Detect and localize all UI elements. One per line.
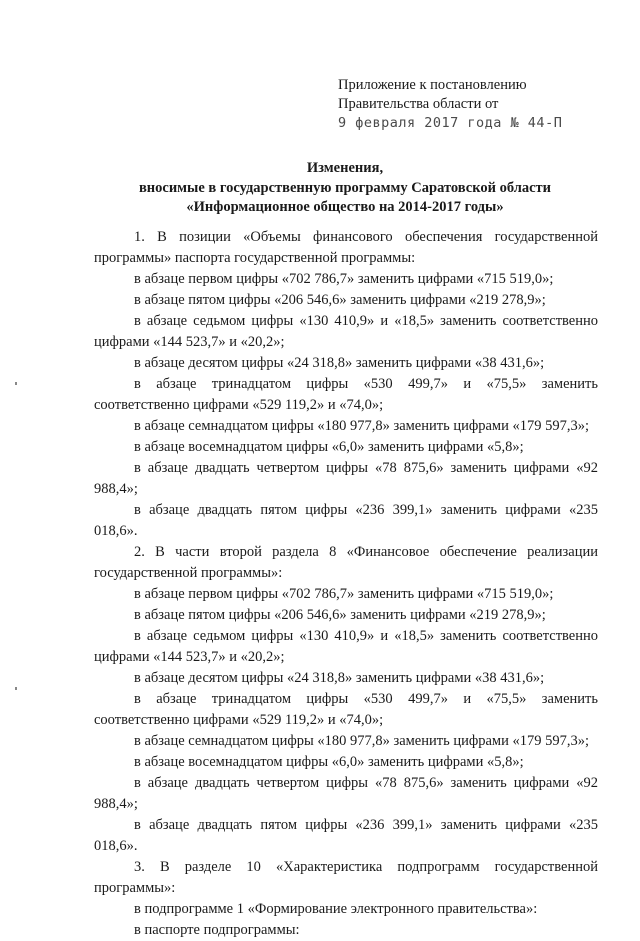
paragraph: в абзаце восемнадцатом цифры «6,0» заменить цифрами «5,8»; [134,439,524,455]
scan-artifact [15,382,17,385]
paragraph: в абзаце десятом цифры «24 318,8» заменить цифрами «38 431,6»; [134,670,545,686]
paragraph: в абзаце семнадцатом цифры «180 977,8» заменить цифрами «179 597,3»; [134,418,590,434]
paragraph: в абзаце первом цифры «702 786,7» заменить цифрами «715 519,0»; [134,271,554,287]
paragraph: в абзаце двадцать четвертом цифры «78 875,6» заменить цифрами «92 988,4»; [94,460,598,497]
header-line-1: Приложение к постановлению [338,77,527,93]
paragraph: 1. В позиции «Объемы финансового обеспечения государственной программы» паспорта государственной программы: [94,229,598,266]
paragraph: в абзаце двадцать четвертом цифры «78 875,6» заменить цифрами «92 988,4»; [94,775,598,812]
paragraph: в абзаце тринадцатом цифры «530 499,7» и «75,5» заменить соответственно цифрами «529 119,2» и «74,0»; [94,376,598,413]
scan-artifact [15,687,17,690]
paragraph: в абзаце пятом цифры «206 546,6» заменить цифрами «219 278,9»; [134,292,546,308]
appendix-header [338,76,598,133]
paragraph: в абзаце седьмом цифры «130 410,9» и «18,5» заменить соответственно цифрами «144 523,7» и «20,2»; [94,313,598,350]
paragraph: в абзаце семнадцатом цифры «180 977,8» заменить цифрами «179 597,3»; [134,733,590,749]
paragraph: в абзаце двадцать пятом цифры «236 399,1» заменить цифрами «235 018,6». [94,502,598,539]
document-body [94,227,598,941]
paragraph: в паспорте подпрограммы: [134,922,300,938]
paragraph: 3. В разделе 10 «Характеристика подпрограмм государственной программы»: [94,859,598,896]
paragraph: 2. В части второй раздела 8 «Финансовое обеспечение реализации государственной программы»: [94,544,598,581]
title-line-1: Изменения, [306,160,384,176]
header-date-line: 9 февраля 2017 года № 44-П [338,115,563,131]
paragraph: в абзаце пятом цифры «206 546,6» заменить цифрами «219 278,9»; [134,607,546,623]
paragraph: в абзаце двадцать пятом цифры «236 399,1» заменить цифрами «235 018,6». [94,817,598,854]
document-title [90,159,600,218]
title-line-2: вносимые в государственную программу Саратовской области [138,179,552,196]
paragraph: в абзаце десятом цифры «24 318,8» заменить цифрами «38 431,6»; [134,355,545,371]
paragraph: в абзаце седьмом цифры «130 410,9» и «18,5» заменить соответственно цифрами «144 523,7» и «20,2»; [94,628,598,665]
header-line-2: Правительства области от [338,96,499,112]
title-line-3: «Информационное общество на 2014-2017 годы» [186,199,504,215]
paragraph: в абзаце первом цифры «702 786,7» заменить цифрами «715 519,0»; [134,586,554,602]
paragraph: в подпрограмме 1 «Формирование электронного правительства»: [134,901,538,917]
paragraph: в абзаце тринадцатом цифры «530 499,7» и «75,5» заменить соответственно цифрами «529 119,2» и «74,0»; [94,691,598,728]
paragraph: в абзаце восемнадцатом цифры «6,0» заменить цифрами «5,8»; [134,754,524,770]
